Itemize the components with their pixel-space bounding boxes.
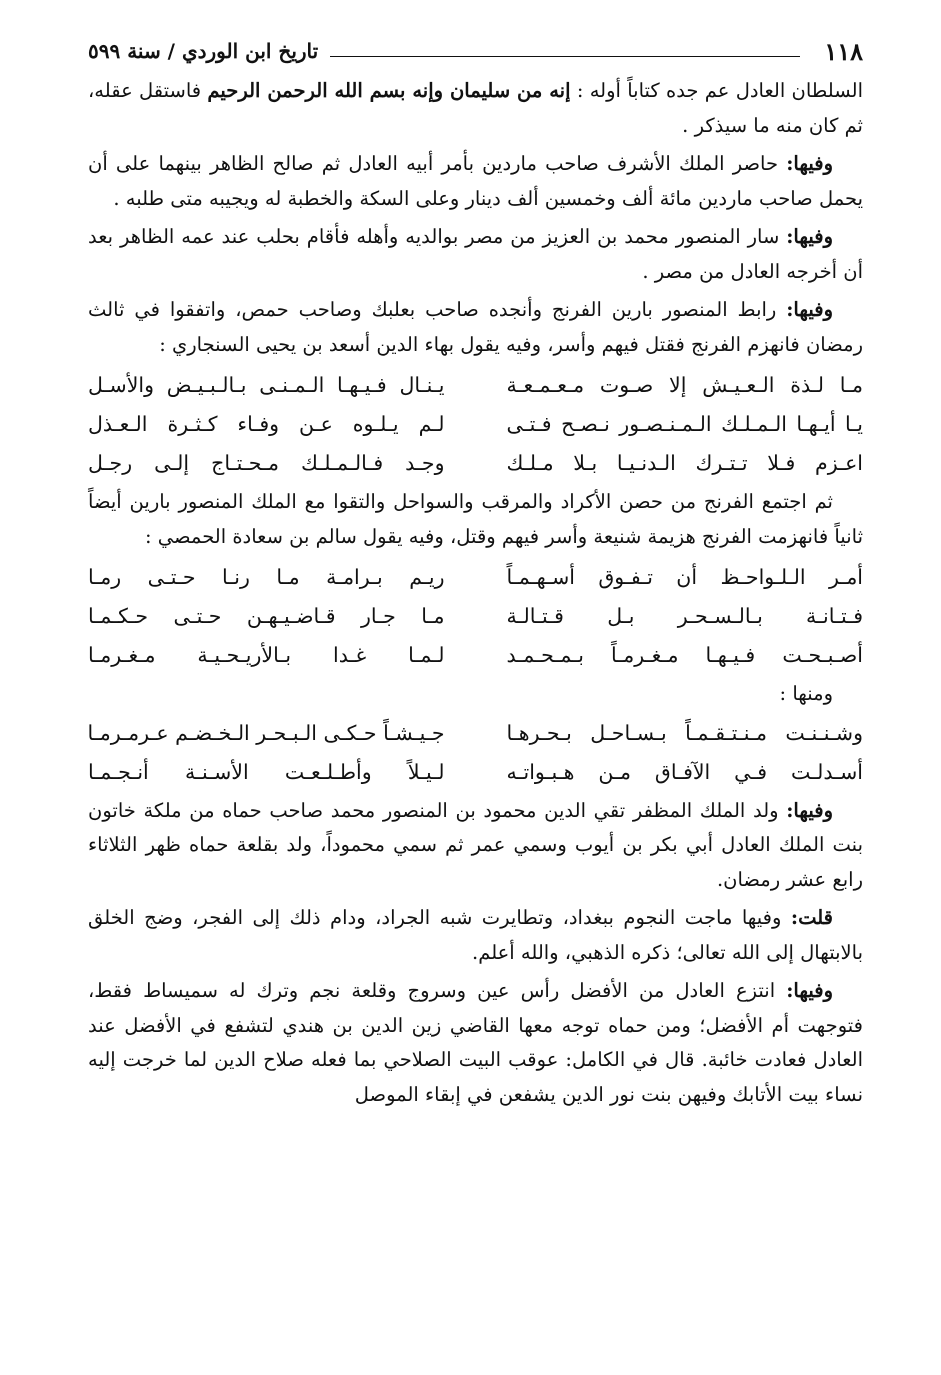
poem-3 (88, 714, 863, 792)
paragraph-lead: قلت: (790, 906, 833, 929)
minha-label: ومنها : (779, 682, 833, 705)
verse-first-hemistich: وشـنـنـت مـنـتـقـمـاً بـسـاحـل بـحـرهـا (506, 720, 863, 745)
paragraph-text: وفيها ماجت النجوم ببغداد، وتطايرت شبه الجراد، ودام ذلك إلى الفجر، وضج الخلق بالابتهال إلى الله تعالى؛ ذكره الذهبي، والله أعلم. (88, 906, 863, 964)
verse-second-hemistich: لـيـلاً وأطـلـعـت الأسـنـة أنـجـمـا (88, 759, 445, 784)
paragraph-4 (88, 293, 863, 362)
paragraph-6 (88, 794, 863, 898)
verse (88, 405, 863, 444)
verse (88, 753, 863, 792)
verse (88, 636, 863, 675)
verse (88, 714, 863, 753)
paragraph-1 (88, 74, 863, 143)
paragraph-8 (88, 974, 863, 1112)
paragraph-text: فاستقل عقله، ثم كان منه ما سيذكر . (88, 79, 863, 137)
running-title: تاريخ ابن الوردي / سنة ٥٩٩ (88, 39, 319, 63)
paragraph-lead: وفيها: (786, 225, 833, 248)
paragraph-lead: وفيها: (786, 798, 833, 822)
paragraph-lead: وفيها: (786, 152, 833, 175)
verse-second-hemistich: وجـد فـالـمـلـك مـحـتـاج إلـى رجـل (88, 451, 445, 475)
paragraph-5 (88, 485, 863, 554)
paragraph-text: سار المنصور محمد بن العزيز من مصر بوالديه وأهله فأقام بحلب عند عمه الظاهر بعد أن أخرجه العادل من مصر . (88, 225, 863, 283)
verse-first-hemistich: أصـبـحـت فـيـهـا مـغـرمـاً بـمـحـمـد (506, 643, 863, 667)
verse-first-hemistich: يـا أيـهـا الـمـلـك الـمـنـصـور نـصـح فـتـى (506, 412, 863, 436)
verse-second-hemistich: لـمـا غـدا بـالأريـحـيـة مـغـرمـا (88, 643, 445, 667)
quran-quote: إنه من سليمان وإنه بسم الله الرحمن الرحيم (207, 79, 571, 102)
verse-second-hemistich: لـم يـلـوه عـن وفـاء كـثـرة الـعـذل (88, 412, 445, 436)
poem-2 (88, 558, 863, 675)
verse (88, 558, 863, 597)
header-rule (330, 56, 800, 57)
page-body (88, 74, 863, 1112)
verse-first-hemistich: أسـدلـت فـي الآفـاق مـن هـبـواتـه (506, 759, 863, 784)
paragraph-text: انتزع العادل من الأفضل رأس عين وسروج وقلعة نجم وترك له سميساط فقط، فتوجهت أم الأفضل؛ ومن حماه توجه معها القاضي زين الدين بن هندي لتشفع في الأفضل عند العادل فعادت خائبة. قال في الكامل: عوقب البيت الصلاحي بما فعله صلاح الدين لما خرجت إليه نساء بيت الأتابك وفيهن بنت نور الدين يشفعن في إبقاء الموصل (88, 979, 863, 1106)
verse (88, 366, 863, 405)
paragraph-text: السلطان العادل عم جده كتاباً أوله : (570, 79, 864, 102)
verse-first-hemistich: اعـزم فـلا تـتـرك الـدنـيـا بـلا مـلـك (506, 451, 863, 475)
paragraph-text: رابط المنصور بارين الفرنج وأنجده صاحب بعلبك وصاحب حمص، واتفقوا في ثالث رمضان فانهزم الفرنج فقتل فيهم وأسر، وفيه يقول بهاء الدين أسعد بن يحيى السنجاري : (88, 298, 863, 356)
verse-first-hemistich: فـتـانـة بـالـسـحـر بـل قـتـالـة (506, 604, 863, 628)
verse-second-hemistich: يـنـال فـيـهـا الـمـنـى بـالـبـيـض والأسـل (88, 373, 445, 397)
paragraph-text: ثم اجتمع الفرنج من حصن الأكراد والمرقب والسواحل والتقوا مع الملك المنصور بارين أيضاً ثانياً فانهزمت الفرنج هزيمة شنيعة وأسر فيهم وقتل، وفيه يقول سالم بن سعادة الحمصي : (88, 490, 863, 548)
paragraph-2 (88, 147, 863, 216)
paragraph-3 (88, 220, 863, 289)
paragraph-lead: وفيها: (786, 979, 833, 1002)
verse (88, 444, 863, 483)
verse-second-hemistich: جـيـشـاً حـكـى الـبـحـر الـخـضـم عـرمـرمـا (87, 720, 445, 745)
page-number: ١١٨ (824, 36, 863, 66)
paragraph-7 (88, 901, 863, 970)
paragraph-lead: وفيها: (786, 298, 833, 321)
verse-second-hemistich: ريـم بـرامـة مـا رنـا حـتـى رمـا (88, 565, 445, 589)
verse (88, 597, 863, 636)
poem-1 (88, 366, 863, 483)
verse-first-hemistich: مـا لـذة الـعـيـش إلا صـوت مـعـمـعـة (506, 373, 863, 397)
verse-first-hemistich: أمـر الـلـواحـظ أن تـفـوق أسـهـمـاً (506, 565, 863, 589)
paragraph-text: ولد الملك المظفر تقي الدين محمود بن المنصور محمد صاحب حماه من ملكة خاتون بنت الملك العادل أبي بكر بن أيوب وسمي عمر ثم سمي محموداً، ولد بقلعة حماه ظهر الثلاثاء رابع عشر رمضان. (88, 798, 863, 891)
page-header (88, 28, 863, 74)
paragraph-text: حاصر الملك الأشرف صاحب ماردين بأمر أبيه العادل ثم صالح الظاهر بينهما على أن يحمل صاحب ماردين مائة ألف وخمسين ألف دينار وعلى السكة والخطبة له ويجيبه متى طلبه . (88, 152, 863, 210)
verse-second-hemistich: مـا جـار قـاضـيـهـن حـتـى حـكـمـا (88, 604, 445, 628)
